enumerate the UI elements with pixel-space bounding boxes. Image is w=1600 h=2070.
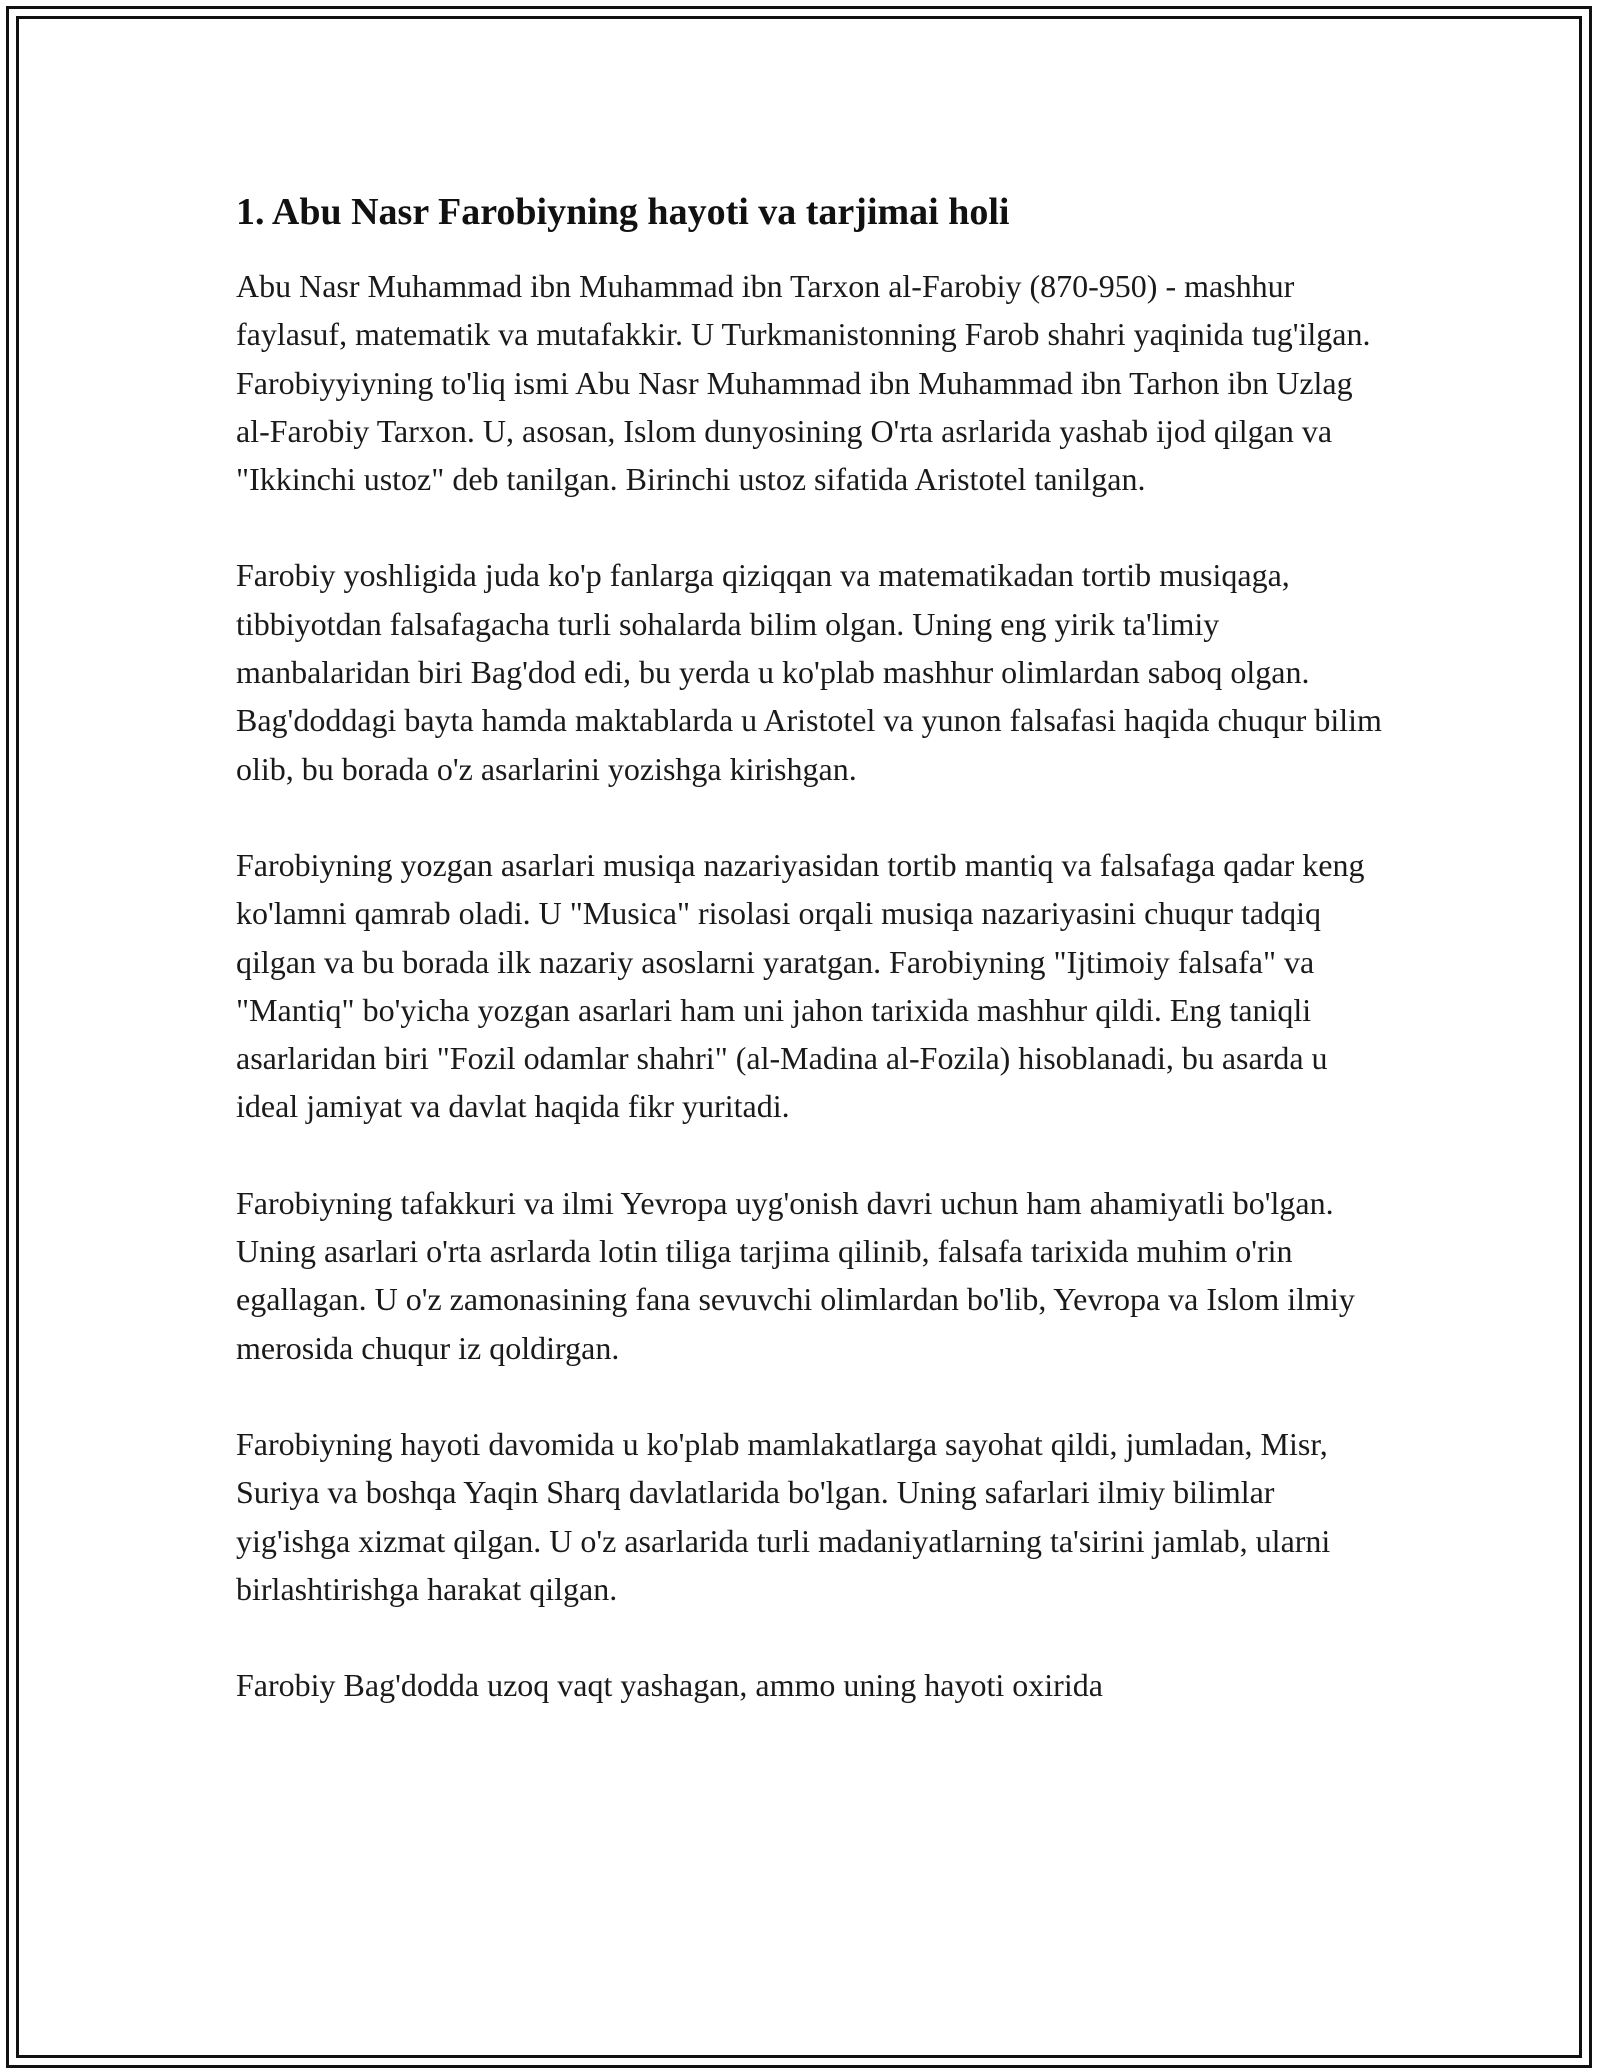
paragraph-3: Farobiyning yozgan asarlari musiqa nazariyasidan tortib mantiq va falsafaga qadar keng ko'lamni qamrab oladi. U "Musica" risolasi orqali musiqa nazariyasini chuqur tadqiq qilgan va bu borada ilk nazariy asoslarni yaratgan. Farobiyning "Ijtimoiy falsafa" va "Mantiq" bo'yicha yozgan asarlari ham uni jahon tarixida mashhur qildi. Eng taniqli asarlaridan biri "Fozil odamlar shahri" (al-Madina al-Fozila) hisoblanadi, bu asarda u ideal jamiyat va davlat haqida fikr yuritadi. bbox=[236, 846, 1365, 1125]
paragraph-1: Abu Nasr Muhammad ibn Muhammad ibn Tarxon al-Farobiy (870-950) - mashhur faylasuf, matematik va mutafakkir. U Turkmanistonning Farob shahri yaqinida tug'ilgan. Farobiyyiyning to'liq ismi Abu Nasr Muhammad ibn Muhammad ibn Tarhon ibn Uzlag al-Farobiy Tarxon. U, asosan, Islom dunyosining O'rta asrlarida yashab ijod qilgan va "Ikkinchi ustoz" deb tanilgan. Birinchi ustoz sifatida Aristotel tanilgan. bbox=[236, 268, 1371, 498]
paragraph-6: Farobiy Bag'dodda uzoq vaqt yashagan, ammo uning hayoti oxirida bbox=[236, 1667, 1103, 1704]
paragraph-4: Farobiyning tafakkuri va ilmi Yevropa uyg'onish davri uchun ham ahamiyatli bo'lgan. Uning asarlari o'rta asrlarda lotin tiliga tarjima qilinib, falsafa tarixida muhim o'rin egallagan. U o'z zamonasining fana sevuvchi olimlardan bo'lib, Yevropa va Islom ilmiy merosida chuqur iz qoldirgan. bbox=[236, 1184, 1355, 1366]
paragraph-5: Farobiyning hayoti davomida u ko'plab mamlakatlarga sayohat qildi, jumladan, Misr, Suriya va boshqa Yaqin Sharq davlatlarida bo'lgan. Uning safarlari ilmiy bilimlar yig'ishga xizmat qilgan. U o'z asarlarida turli madaniyatlarning ta'sirini jamlab, ularni birlashtirishga harakat qilgan. bbox=[236, 1425, 1331, 1607]
page-title: 1. Abu Nasr Farobiyning hayoti va tarjimai holi bbox=[236, 191, 1010, 233]
paragraph-2: Farobiy yoshligida juda ko'p fanlarga qiziqqan va matematikadan tortib musiqaga, tibbiyotdan falsafagacha turli sohalarda bilim olgan. Uning eng yirik ta'limiy manbalaridan biri Bag'dod edi, bu yerda u ko'plab mashhur olimlardan saboq olgan. Bag'doddagi bayta hamda maktablarda u Aristotel va yunon falsafasi haqida chuqur bilim olib, bu borada o'z asarlarini yozishga kirishgan. bbox=[236, 557, 1382, 787]
document-body bbox=[236, 188, 1386, 1709]
